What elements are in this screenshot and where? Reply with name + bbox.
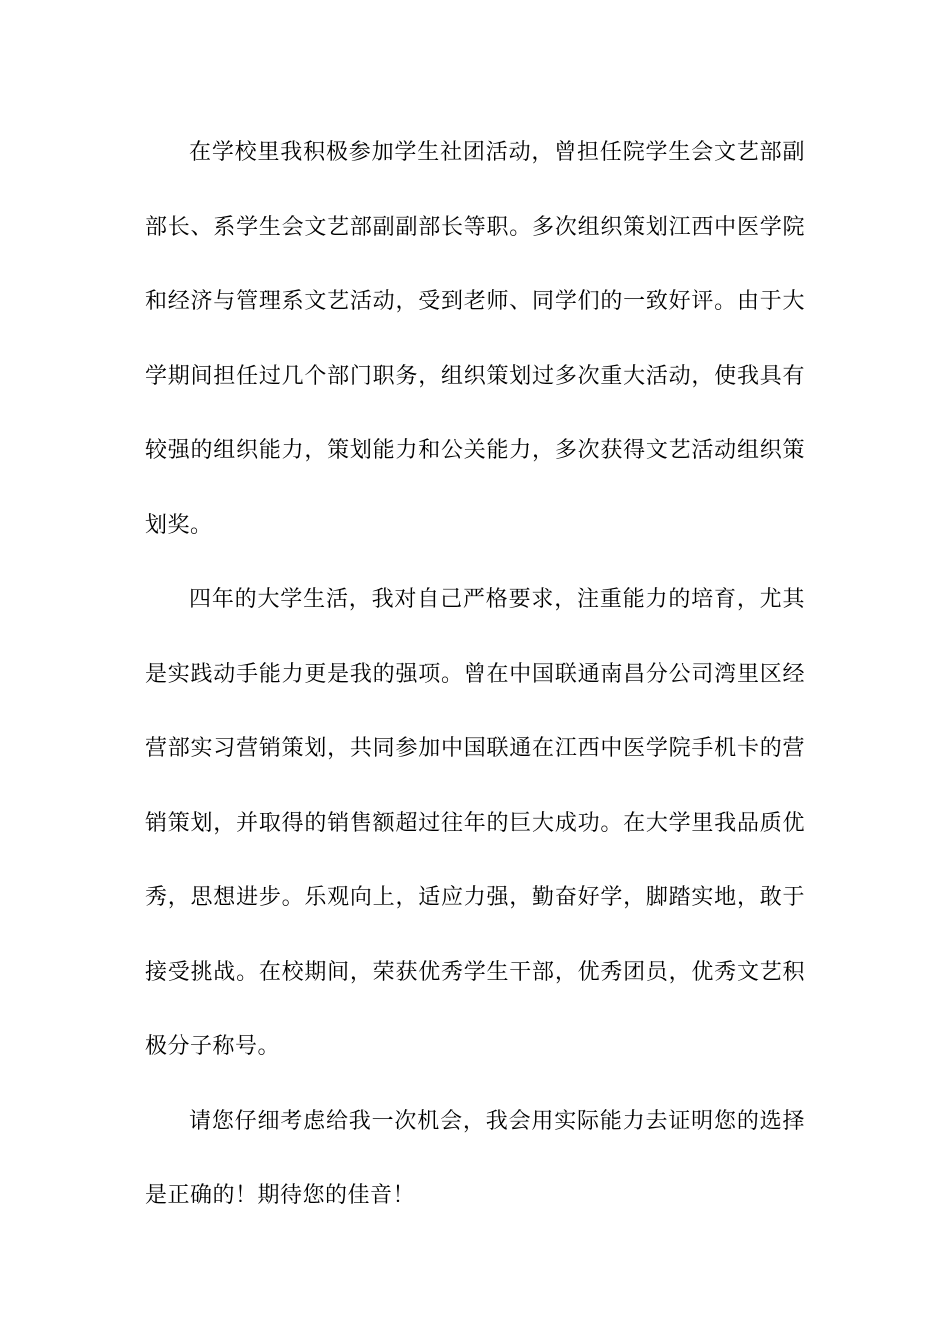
document-body (145, 116, 805, 1234)
paragraph-university-life: 四年的大学生活，我对自己严格要求，注重能力的培育，尤其是实践动手能力更是我的强项。曾在中国联通南昌分公司湾里区经营部实习营销策划，共同参加中国联通在江西中医学院手机卡的营销策划，并取得的销售额超过往年的巨大成功。在大学里我品质优秀，思想进步。乐观向上，适应力强，勤奋好学，脚踏实地，敢于接受挑战。在校期间，荣获优秀学生干部，优秀团员，优秀文艺积极分子称号。 (145, 587, 805, 1059)
paragraph-closing: 请您仔细考虑给我一次机会，我会用实际能力去证明您的选择是正确的！期待您的佳音！ (145, 1108, 805, 1208)
paragraph-activities: 在学校里我积极参加学生社团活动，曾担任院学生会文艺部副部长、系学生会文艺部副副部长等职。多次组织策划江西中医学院和经济与管理系文艺活动，受到老师、同学们的一致好评。由于大学期间担任过几个部门职务，组织策划过多次重大活动，使我具有较强的组织能力，策划能力和公关能力，多次获得文艺活动组织策划奖。 (145, 140, 805, 538)
